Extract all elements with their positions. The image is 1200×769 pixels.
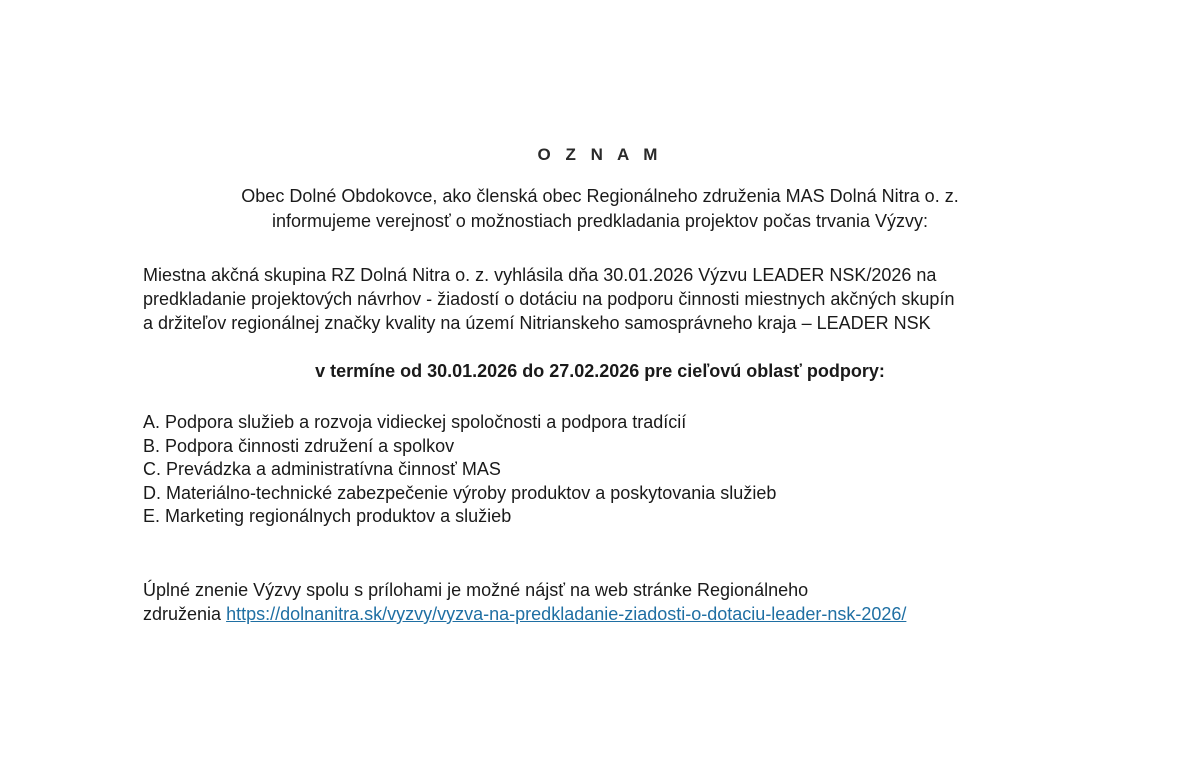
intro-text (0, 184, 1200, 234)
paragraph-line: predkladanie projektových návrhov - žiadostí o dotáciu na podporu činnosti miestnych akčných skupín (143, 289, 955, 309)
paragraph-line: a držiteľov regionálnej značky kvality na území Nitrianskeho samosprávneho kraja – LEADER NSK (143, 313, 931, 333)
paragraph-line: Miestna akčná skupina RZ Dolná Nitra o. z. vyhlásila dňa 30.01.2026 Výzvu LEADER NSK/2026 na (143, 265, 937, 285)
footer-note (143, 578, 906, 626)
list-item: D. Materiálno-technické zabezpečenie výroby produktov a poskytovania služieb (143, 482, 777, 503)
document-title: O Z N A M (537, 145, 663, 164)
list-item: A. Podpora služieb a rozvoja vidieckej spoločnosti a podpora tradícií (143, 412, 687, 432)
intro-line: informujeme verejnosť o možnostiach predkladania projektov počas trvania Výzvy: (271, 211, 929, 231)
list-item: C. Prevádzka a administratívna činnosť MAS (143, 459, 501, 479)
footer-prefix: združenia (143, 604, 227, 624)
announcement-paragraph (143, 263, 1103, 335)
footer-line (143, 602, 906, 626)
list-item: E. Marketing regionálnych produktov a služieb (143, 506, 512, 526)
call-link[interactable]: https://dolnanitra.sk/vyzvy/vyzva-na-predkladanie-ziadosti-o-dotaciu-leader-nsk-2026/ (226, 604, 907, 624)
list-item: B. Podpora činnosti združení a spolkov (143, 435, 455, 456)
support-areas-list (143, 411, 776, 529)
footer-line: Úplné znenie Výzvy spolu s prílohami je možné nájsť na web stránke Regionálneho (143, 580, 809, 600)
deadline-heading: v termíne od 30.01.2026 do 27.02.2026 pre cieľovú oblasť podpory: (315, 361, 885, 381)
intro-line: Obec Dolné Obdokovce, ako členská obec Regionálneho združenia MAS Dolná Nitra o. z. (241, 186, 959, 206)
